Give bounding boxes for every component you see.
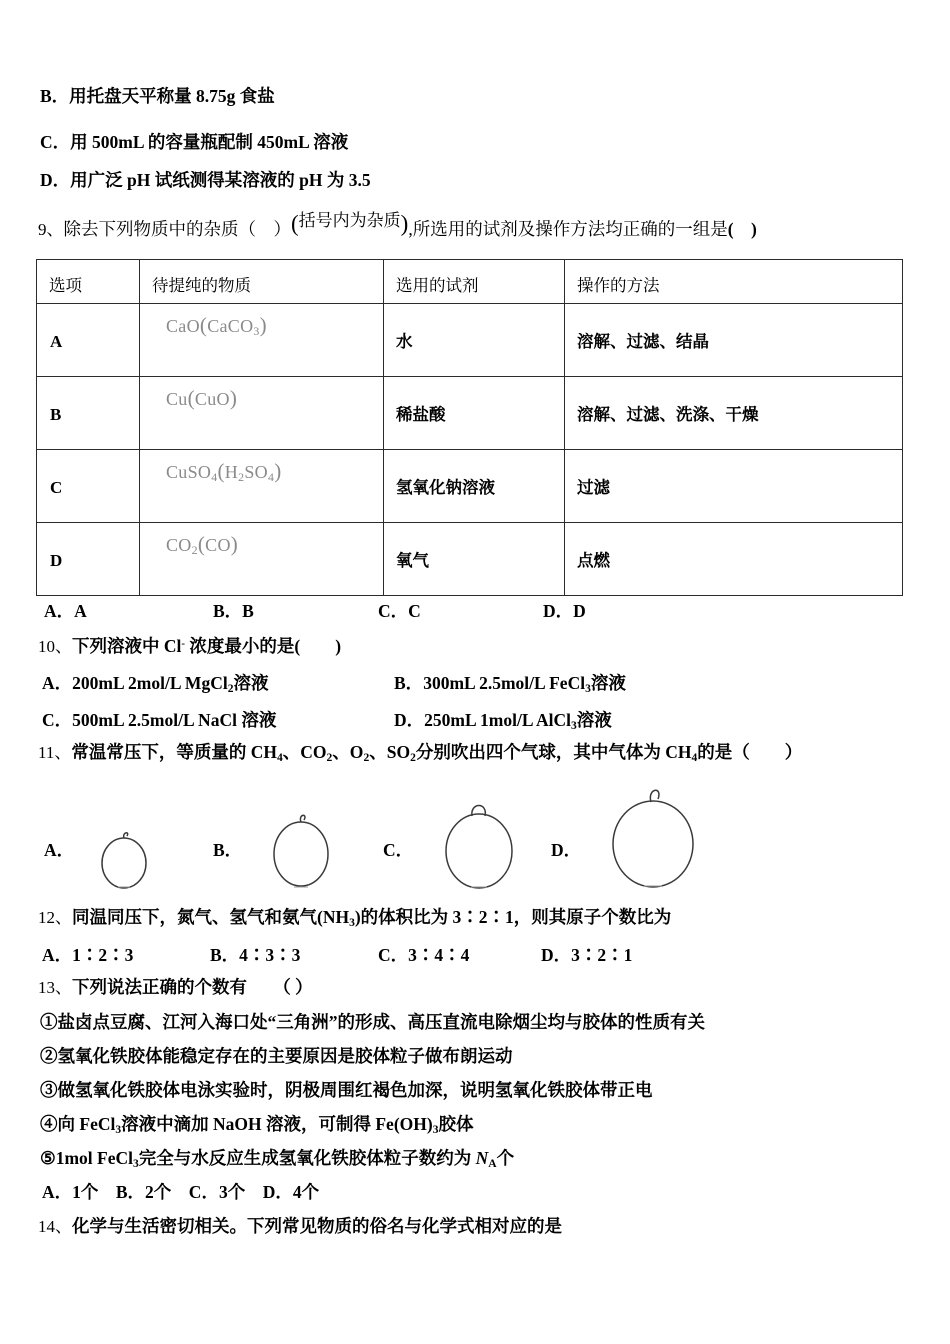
q10-option-c: C．500mL 2.5mol/L NaCl 溶液 bbox=[42, 710, 277, 730]
balloon-option-a bbox=[44, 790, 184, 890]
q9-stem-part2: ,所选用的试剂及操作方法均正确的一组是 bbox=[408, 219, 728, 239]
q13-statement-2: ②氢氧化铁胶体能稳定存在的主要原因是胶体粒子做布朗运动 bbox=[40, 1046, 513, 1066]
table-header-cell-option bbox=[37, 260, 140, 304]
q11-number: 11、 bbox=[38, 743, 72, 762]
q12-option-d: D．3∶2∶1 bbox=[541, 945, 633, 965]
balloon-option-d bbox=[551, 780, 731, 890]
q9-answer-d: D．D bbox=[543, 601, 586, 621]
q10-stem-a: 下列溶液中 Cl bbox=[72, 636, 182, 656]
q9-stem-blank: ( ) bbox=[727, 219, 757, 239]
q10-number: 10、 bbox=[38, 637, 72, 656]
q12-option-b: B．4∶3∶3 bbox=[210, 945, 301, 965]
table-row bbox=[37, 304, 903, 377]
chemical-formula: CaO(CaCO$_3$) bbox=[166, 313, 267, 338]
balloon-icon-largest bbox=[595, 782, 725, 890]
balloon-option-c bbox=[383, 785, 553, 890]
q14-number: 14、 bbox=[38, 1217, 72, 1236]
row-option-label: C bbox=[50, 478, 63, 497]
row-method-label: 点燃 bbox=[577, 552, 610, 570]
row-reagent-cell bbox=[384, 523, 565, 596]
q8-option-b: B．用托盘天平称量 8.75g 食盐 bbox=[40, 86, 275, 106]
chemical-formula: $CuSO_4(H_2SO_4)$ bbox=[166, 459, 282, 484]
row-method-label: 过滤 bbox=[577, 479, 610, 497]
q13-statement-3: ③做氢氧化铁胶体电泳实验时，阴极周围红褐色加深，说明氢氧化铁胶体带正电 bbox=[40, 1080, 653, 1100]
row-method-cell bbox=[565, 450, 903, 523]
row-reagent-cell bbox=[384, 377, 565, 450]
q12-option-c: C．3∶4∶4 bbox=[378, 945, 470, 965]
q10-stem-b: 浓度最小的是( ) bbox=[185, 636, 342, 656]
q10-option-d: D．250mL 1mol/L AlCl$_3$溶液 bbox=[394, 710, 612, 732]
balloon-icon-small bbox=[82, 814, 172, 890]
header-label: 操作的方法 bbox=[577, 277, 660, 295]
row-option-label: B bbox=[50, 405, 62, 424]
q13-stem bbox=[38, 977, 313, 998]
q13-stem-text: 下列说法正确的个数有 （ ） bbox=[72, 977, 313, 997]
table-header-row bbox=[37, 260, 903, 304]
row-option-cell bbox=[37, 523, 140, 596]
q9-paren-open: ( bbox=[291, 211, 299, 236]
q13-options: A．1个 B．2个 C．3个 D．4个 bbox=[42, 1182, 320, 1202]
q9-paren-close: ) bbox=[400, 211, 409, 236]
balloon-label: B． bbox=[213, 840, 243, 860]
balloon-option-b bbox=[213, 790, 373, 890]
row-method-cell bbox=[565, 523, 903, 596]
row-substance-cell bbox=[140, 377, 384, 450]
row-method-cell bbox=[565, 377, 903, 450]
q13-statement-4: ④向 FeCl$_3$溶液中滴加 NaOH 溶液，可制得 $Fe(OH)_3$胶体 bbox=[40, 1114, 474, 1136]
balloon-label: C． bbox=[383, 840, 414, 860]
q12-stem: 12、同温同压下，氮气、氢气和氨气$(NH_3)$的体积比为 3∶2∶1，则其原子个数比为 bbox=[38, 907, 672, 929]
purification-table bbox=[36, 259, 903, 596]
header-label: 选项 bbox=[49, 277, 82, 295]
q9-stem bbox=[38, 213, 757, 241]
balloon-label: A． bbox=[44, 840, 75, 860]
row-reagent-cell bbox=[384, 304, 565, 377]
row-method-label: 溶解、过滤、结晶 bbox=[577, 333, 709, 351]
row-option-label: A bbox=[50, 332, 63, 351]
row-option-label: D bbox=[50, 551, 63, 570]
row-method-cell bbox=[565, 304, 903, 377]
balloon-icon-large bbox=[425, 790, 545, 890]
q8-option-c: C．用 500mL 的容量瓶配制 450mL 溶液 bbox=[40, 132, 349, 152]
row-reagent-cell bbox=[384, 450, 565, 523]
header-label: 待提纯的物质 bbox=[152, 277, 251, 295]
q9-answer-b: B．B bbox=[213, 601, 254, 621]
q14-stem-text: 化学与生活密切相关。下列常见物质的俗名与化学式相对应的是 bbox=[72, 1216, 562, 1236]
table-header-cell-reagent bbox=[384, 260, 565, 304]
q9-answer-a: A．A bbox=[44, 601, 87, 621]
avogadro-symbol: N bbox=[475, 1148, 489, 1168]
table-row bbox=[37, 377, 903, 450]
q9-stem-part1: 除去下列物质中的杂质（ ） bbox=[63, 219, 291, 239]
table-header-cell-method bbox=[565, 260, 903, 304]
q9-answer-c: C．C bbox=[378, 601, 421, 621]
table-row bbox=[37, 450, 903, 523]
header-label: 选用的试剂 bbox=[396, 277, 479, 295]
table-header-cell-substance bbox=[140, 260, 384, 304]
balloon-label: D． bbox=[551, 840, 582, 860]
row-reagent-label: 稀盐酸 bbox=[396, 406, 446, 424]
q10-stem-sup: - bbox=[181, 637, 185, 650]
row-method-label: 溶解、过滤、洗涤、干燥 bbox=[577, 406, 759, 424]
table-row bbox=[37, 523, 903, 596]
q13-number: 13、 bbox=[38, 978, 72, 997]
balloon-icon-medium bbox=[253, 798, 353, 890]
row-substance-cell bbox=[140, 450, 384, 523]
row-substance-cell bbox=[140, 304, 384, 377]
row-reagent-label: 氢氧化钠溶液 bbox=[396, 479, 495, 497]
row-option-cell bbox=[37, 304, 140, 377]
chemical-formula: $CO_2(CO)$ bbox=[166, 532, 239, 557]
q8-option-d: D．用广泛 pH 试纸测得某溶液的 pH 为 3.5 bbox=[40, 170, 371, 190]
row-option-cell bbox=[37, 450, 140, 523]
row-reagent-label: 水 bbox=[396, 333, 413, 351]
q9-stem-raised: 括号内为杂质 bbox=[298, 211, 401, 230]
q10-option-a: A．200mL 2mol/L MgCl$_2$溶液 bbox=[42, 673, 269, 695]
q9-number: 9、 bbox=[38, 220, 64, 239]
q10-option-b: B．300mL 2.5mol/L FeCl$_3$溶液 bbox=[394, 673, 626, 695]
q12-number: 12、 bbox=[38, 908, 72, 927]
chemical-formula: Cu(CuO) bbox=[166, 386, 238, 410]
q14-stem bbox=[38, 1216, 562, 1237]
q13-statement-5: ⑤1mol FeCl$_3$完全与水反应生成氢氧化铁胶体粒子数约为 $N_A$个 bbox=[40, 1148, 515, 1170]
row-reagent-label: 氧气 bbox=[396, 552, 429, 570]
q13-statement-1: ①盐卤点豆腐、江河入海口处“三角洲”的形成、高压直流电除烟尘均与胶体的性质有关 bbox=[40, 1012, 705, 1032]
q12-option-a: A．1∶2∶3 bbox=[42, 945, 134, 965]
row-option-cell bbox=[37, 377, 140, 450]
row-substance-cell bbox=[140, 523, 384, 596]
balloon-figure-row bbox=[0, 780, 950, 890]
q11-stem: 11、常温常压下，等质量的 $CH_4$、$CO_2$、$O_2$、$SO_2$分别吹出四个气球，其中气体为 $CH_4$的是（ ） bbox=[38, 742, 803, 764]
q10-stem bbox=[38, 636, 341, 657]
